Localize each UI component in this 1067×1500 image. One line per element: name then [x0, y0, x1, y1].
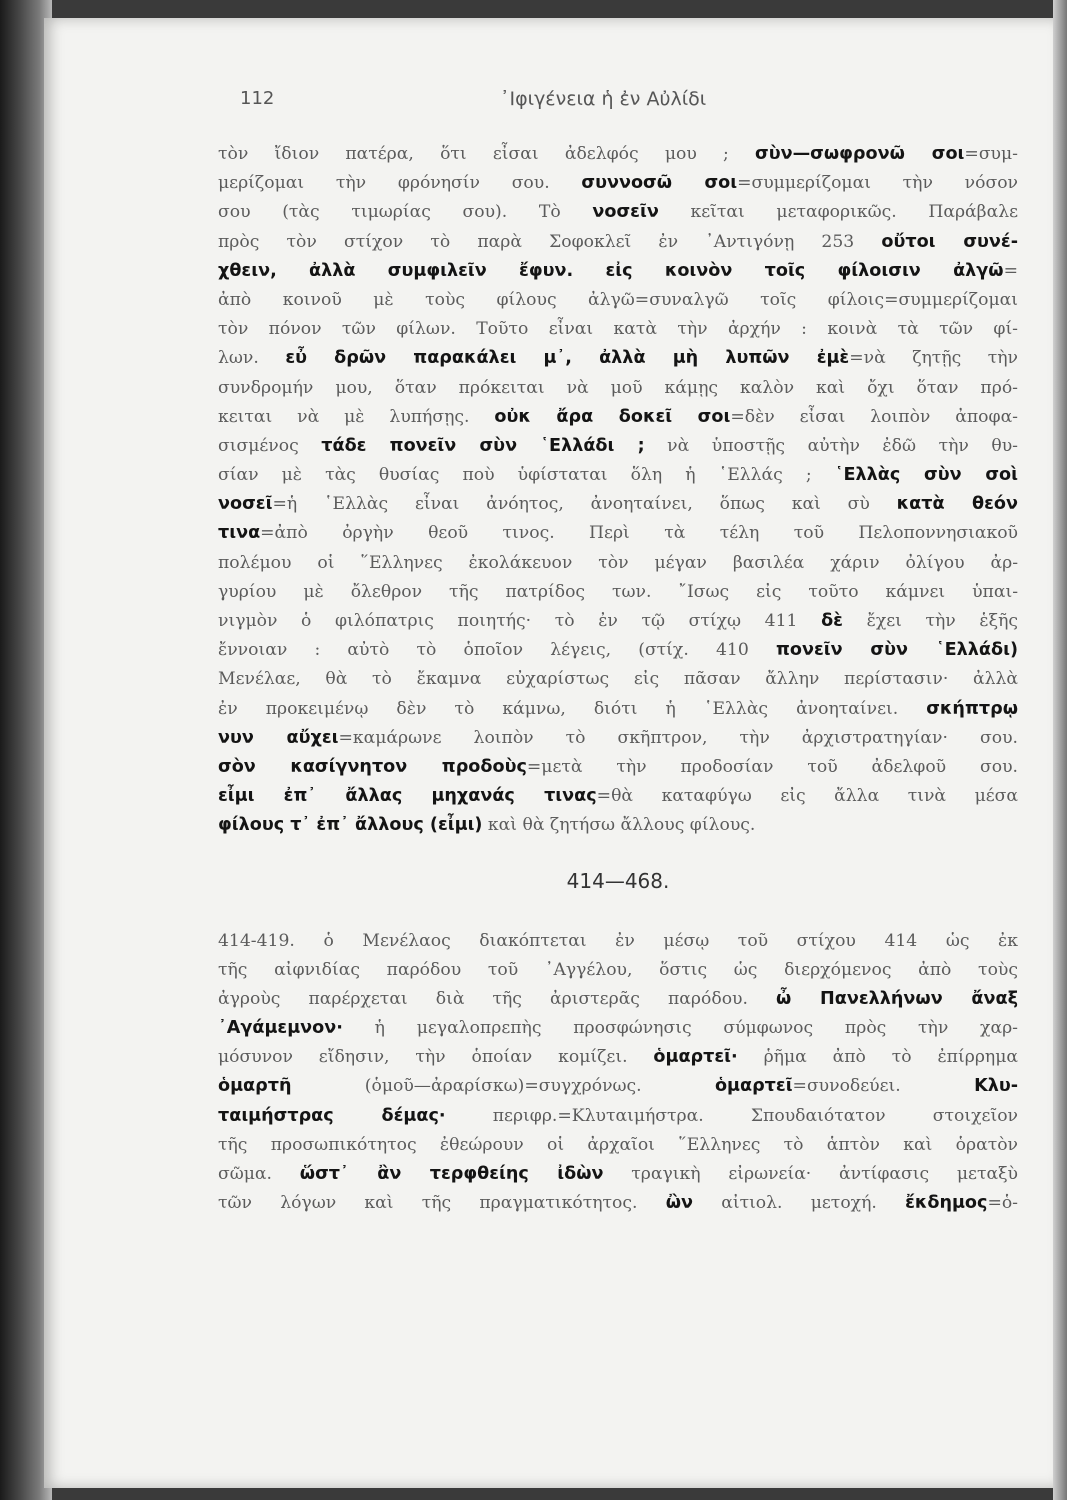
- gloss-text: νιγμὸν ὁ φιλόπατρις ποιητής· τὸ ἐν τῷ στίχῳ 411: [218, 611, 822, 631]
- lemma-text: οὐκ ἄρα δοκεῖ σοι: [494, 406, 731, 427]
- text-line: [218, 228, 1018, 257]
- page-edge: [1053, 0, 1067, 1500]
- gloss-text: =: [1003, 260, 1018, 281]
- lemma-text: ἔκδημος: [905, 1193, 988, 1214]
- gloss-text: Μενέλαε, θὰ τὸ ἔκαμνα εὐχαρίστως εἰς πᾶσαν ἄλλην περίστασιν· ἀλλὰ: [218, 669, 1018, 690]
- gloss-text: =νὰ ζητῇς τὴν: [849, 348, 1018, 369]
- lemma-text: ταιμήστρας δέμας·: [218, 1105, 446, 1126]
- gloss-text: πολέμου οἱ ῞Ελληνες ἐκολάκευον τὸν μέγαν βασιλέα χάριν ὀλίγου ἀρ-: [218, 552, 1018, 573]
- text-line: [218, 549, 1018, 578]
- gloss-text: =συνοδεύει.: [792, 1076, 975, 1097]
- commentary-block: [218, 140, 1018, 841]
- gloss-text: σισμένος: [218, 435, 322, 456]
- gloss-text: τὸν πόνον τῶν φίλων. Τοῦτο εἶναι κατὰ τὴν ἀρχήν : κοινὰ τὰ τῶν φί-: [218, 319, 1018, 340]
- gloss-text: λων.: [218, 348, 286, 369]
- text-line: [218, 1014, 1018, 1043]
- gloss-text: ἀγροὺς παρέρχεται διὰ τῆς ἀριστερᾶς παρόδου.: [218, 988, 777, 1009]
- text-line: [218, 432, 1018, 461]
- gloss-text: τὸν ἴδιον πατέρα, ὅτι εἶσαι ἀδελφός μου ;: [218, 144, 756, 164]
- gloss-text: =ἡ ῾Ελλὰς εἶναι ἀνόητος, ἀνοηταίνει, ὅπως καὶ σὺ: [272, 494, 897, 515]
- text-line: [218, 315, 1018, 344]
- lemma-text: τάδε πονεῖν σὺν ῾Ελλάδι ;: [321, 435, 645, 456]
- gloss-text: τῶν λόγων καὶ τῆς πραγματικότητος.: [218, 1193, 666, 1214]
- gloss-text: =δὲν εἶσαι λοιπὸν ἀποφα-: [730, 406, 1018, 427]
- lemma-text: εὖ δρῶν παρακάλει μ᾿, ἀλλὰ μὴ λυπῶν ἐμὲ: [285, 348, 850, 369]
- text-line: [218, 724, 1018, 753]
- lemma-text: ὥστ᾿ ἂν τερφθείης ἰδὼν: [299, 1164, 604, 1184]
- lemma-text: χθειν, ἀλλὰ συμφιλεῖν ἔφυν. εἰς κοινὸν τοῖς φίλοισιν ἀλγῶ: [218, 260, 1004, 281]
- gloss-text: σίαν μὲ τὰς θυσίας ποὺ ὑφίσταται ὅλη ἡ ῾Ελλάς ;: [218, 465, 835, 486]
- gloss-text: (ὁμοῦ—ἀραρίσκω)=συγχρόνως.: [291, 1076, 715, 1097]
- text-line: [218, 665, 1018, 694]
- lemma-text: ὁμαρτεῖ: [714, 1076, 793, 1097]
- lemma-text: φίλους τ᾿ ἐπ᾿ ἄλλους (εἶμι): [218, 815, 483, 836]
- text-line: [218, 695, 1018, 724]
- text-line: [218, 403, 1018, 432]
- lemma-text: κατὰ θεόν: [896, 494, 1018, 515]
- gloss-text: τῆς προσωπικότητος ἐθεώρουν οἱ ἀρχαῖοι ῞Ελληνες τὸ ἁπτὸν καὶ ὁρατὸν: [218, 1134, 1018, 1155]
- text-line: [218, 257, 1018, 286]
- gloss-text: =μετὰ τὴν προδοσίαν τοῦ ἀδελφοῦ σου.: [526, 756, 1019, 777]
- gloss-text: =ὁ-: [987, 1193, 1018, 1214]
- text-line: [218, 578, 1018, 607]
- text-line: [218, 956, 1018, 985]
- lemma-text: ῾Ελλὰς σὺν σοὶ: [834, 465, 1019, 486]
- lemma-text: ὦ Πανελλήνων ἄναξ: [776, 988, 1018, 1009]
- lemma-text: ὁμαρτεῖ·: [653, 1047, 738, 1068]
- gloss-text: τῆς αἰφνιδίας παρόδου τοῦ ᾿Αγγέλου, ὅστις ὡς διερχόμενος ἀπὸ τοὺς: [218, 959, 1018, 980]
- text-line: [218, 811, 1018, 840]
- text-line: [218, 636, 1018, 665]
- lemma-text: νοσεῖ: [218, 494, 273, 515]
- gloss-text: γυρίου μὲ ὄλεθρον τῆς πατρίδος των. ῎Ισως εἰς τοῦτο κάμνει ὑπαι-: [218, 581, 1018, 602]
- gloss-text: 414-419. ὁ Μενέλαος διακόπτεται ἐν μέσῳ τοῦ στίχου 414 ὡς ἐκ: [218, 930, 1018, 951]
- gloss-text: =συμμερίζομαι τὴν νόσον: [737, 173, 1018, 194]
- gloss-text: αἰτιολ. μετοχή.: [693, 1193, 906, 1214]
- lemma-text: ὁμαρτῆ: [218, 1076, 292, 1097]
- lemma-text: εἶμι ἐπ᾿ ἄλλας μηχανάς τινας: [218, 786, 597, 807]
- running-title: ᾿Ιφιγένεια ἡ ἐν Αὐλίδι: [500, 88, 707, 110]
- lemma-text: σὸν κασίγνητον προδοὺς: [218, 756, 527, 777]
- text-line: [218, 461, 1018, 490]
- text-line: [218, 607, 1018, 636]
- lemma-text: ὢν: [665, 1193, 693, 1214]
- page-body: [218, 140, 1018, 1218]
- lemma-text: σκήπτρῳ: [926, 698, 1018, 719]
- lemma-text: οὔτοι συνέ-: [881, 231, 1019, 252]
- text-line: [218, 985, 1018, 1014]
- text-line: [218, 1072, 1018, 1101]
- lemma-text: Κλυ-: [974, 1076, 1019, 1097]
- text-line: [218, 1102, 1018, 1131]
- gloss-text: κεῖται μεταφορικῶς. Παράβαλε: [658, 202, 1019, 223]
- gloss-text: ἀπὸ κοινοῦ μὲ τοὺς φίλους ἀλγῶ=συναλγῶ τοῖς φίλοις=συμμερίζομαι: [218, 289, 1018, 310]
- lemma-text: πονεῖν σὺν ῾Ελλάδι): [775, 640, 1018, 661]
- gloss-text: =θὰ καταφύγω εἰς ἄλλα τινὰ μέσα: [596, 786, 1018, 807]
- gloss-text: =καμάρωνε λοιπὸν τὸ σκῆπτρον, τὴν ἀρχιστρατηγίαν· σου.: [338, 727, 1018, 748]
- gloss-text: ἔννοιαν : αὐτὸ τὸ ὁποῖον λέγεις, (στίχ. 410: [218, 640, 776, 661]
- lemma-text: νοσεῖν: [592, 202, 659, 223]
- text-line: [218, 753, 1018, 782]
- lemma-text: ᾿Αγάμεμνον·: [218, 1018, 343, 1039]
- lemma-text: σὺν—σωφρονῶ σοι: [755, 144, 965, 164]
- gloss-text: μόσυνον εἴδησιν, τὴν ὁποίαν κομίζει.: [218, 1047, 654, 1068]
- lemma-text: νυν αὔχει: [218, 727, 339, 748]
- text-line: [218, 490, 1018, 519]
- gloss-text: σῶμα.: [218, 1164, 300, 1184]
- text-line: [218, 782, 1018, 811]
- gloss-text: σου (τὰς τιμωρίας σου). Τὸ: [218, 202, 593, 223]
- page-header: [240, 88, 800, 118]
- lemma-text: τινα: [218, 523, 261, 544]
- gloss-text: ἡ μεγαλοπρεπὴς προσφώνησις σύμφωνος πρὸς τὴν χαρ-: [342, 1018, 1018, 1039]
- text-line: [218, 1160, 1018, 1189]
- text-line: [218, 169, 1018, 198]
- gloss-text: ἔχει τὴν ἑξῆς: [842, 611, 1018, 631]
- text-line: [218, 927, 1018, 956]
- lemma-text: συννοσῶ σοι: [581, 173, 738, 194]
- text-line: [218, 519, 1018, 548]
- gloss-text: =συμ-: [964, 144, 1018, 164]
- text-line: [218, 286, 1018, 315]
- gloss-text: =ἀπὸ ὀργὴν θεοῦ τινος. Περὶ τὰ τέλη τοῦ Πελοποννησιακοῦ: [260, 523, 1018, 544]
- text-line: [218, 198, 1018, 227]
- gloss-text: ἐν προκειμένῳ δὲν τὸ κάμνω, διότι ἡ ῾Ελλὰς ἀνοηταίνει.: [218, 698, 927, 719]
- text-line: [218, 1131, 1018, 1160]
- gloss-text: τραγικὴ εἰρωνεία· ἀντίφασις μεταξὺ: [603, 1164, 1018, 1184]
- text-line: [218, 344, 1018, 373]
- gloss-text: κειται νὰ μὲ λυπήσῃς.: [218, 406, 495, 427]
- section-heading: 414—468.: [566, 868, 670, 893]
- gloss-text: πρὸς τὸν στίχον τὸ παρὰ Σοφοκλεῖ ἐν ᾿Αντιγόνῃ 253: [218, 231, 882, 252]
- gloss-text: νὰ ὑποστῇς αὐτὴν ἐδῶ τὴν θυ-: [644, 435, 1018, 456]
- gloss-text: συνδρομήν μου, ὅταν πρόκειται νὰ μοῦ κάμῃς καλὸν καὶ ὄχι ὅταν πρό-: [218, 377, 1018, 398]
- gloss-text: μερίζομαι τὴν φρόνησίν σου.: [218, 173, 582, 194]
- lemma-text: δὲ: [821, 611, 843, 631]
- section-block: [218, 927, 1018, 1219]
- gloss-text: ῥῆμα ἀπὸ τὸ ἐπίρρημα: [737, 1047, 1018, 1068]
- gloss-text: καὶ θὰ ζητήσω ἄλλους φίλους.: [482, 815, 756, 836]
- gloss-text: περιφρ.=Κλυταιμήστρα. Σπουδαιότατον στοιχεῖον: [445, 1105, 1018, 1126]
- text-line: [218, 1189, 1018, 1218]
- text-line: [218, 374, 1018, 403]
- page-number: 112: [240, 88, 275, 109]
- text-line: [218, 140, 1018, 169]
- text-line: [218, 1043, 1018, 1072]
